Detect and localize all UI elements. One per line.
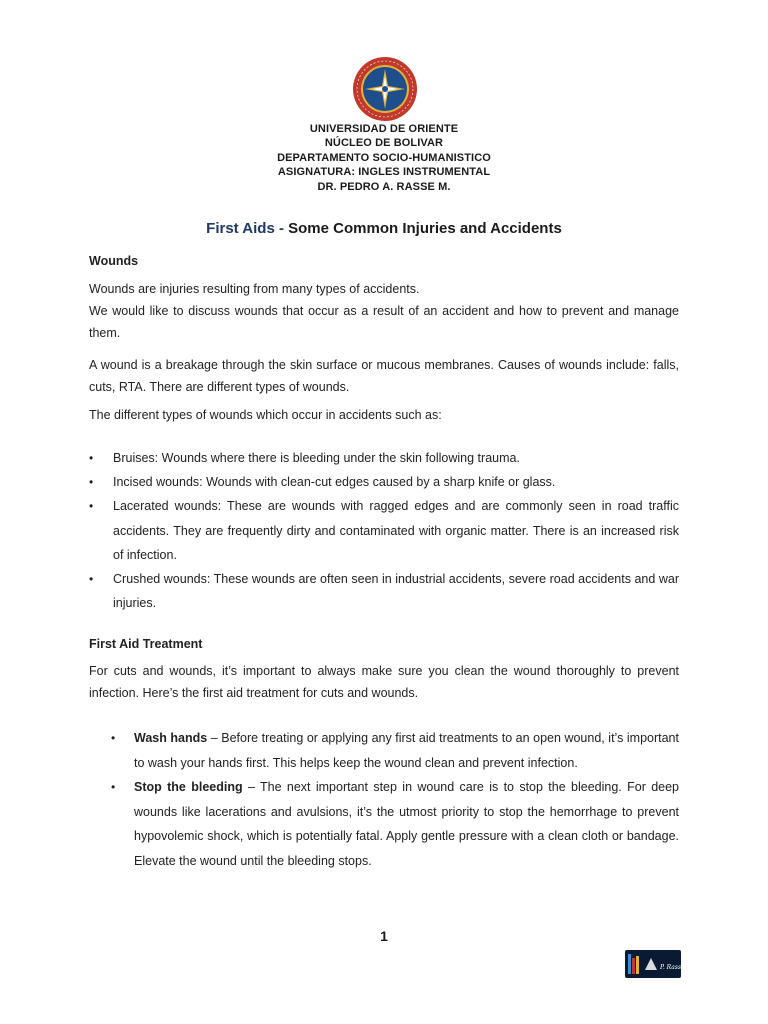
list-item <box>89 470 679 494</box>
author-logo-icon <box>625 950 685 978</box>
treatment-steps-list <box>111 726 679 874</box>
list-item <box>111 726 679 775</box>
wound-type-text: Lacerated wounds: These are wounds with ragged edges and are commonly seen in road traffic accidents. They are frequently dirty and contaminated with organic matter. There is an increased risk of infection. <box>113 499 679 562</box>
header-line: DEPARTAMENTO SOCIO-HUMANISTICO <box>277 151 491 164</box>
wound-type-text: Incised wounds: Wounds with clean-cut edges caused by a sharp knife or glass. <box>113 475 556 490</box>
step-label: Wash hands <box>134 731 208 745</box>
list-item <box>89 446 679 470</box>
wound-types-list <box>89 446 679 615</box>
step-text: – The next important step in wound care is to stop the bleeding. For deep wounds like lacerations and avulsions, it’s the utmost priority to stop the hemorrhage to prevent hypovolemic shock, which is potentially fatal. Apply gentle pressure with a clean cloth or bandage. Elevate the wound until the bleeding stops. <box>134 780 680 868</box>
wounds-paragraph-4: The different types of wounds which occur in accidents such as: <box>89 408 442 422</box>
step-text: – Before treating or applying any first aid treatments to an open wound, it’s important to wash your hands first. This helps keep the wound clean and prevent infection. <box>134 731 679 770</box>
document-title <box>0 220 768 237</box>
header-line: NÚCLEO DE BOLIVAR <box>324 137 444 150</box>
list-item <box>89 567 679 615</box>
bullet-icon: • <box>89 499 94 514</box>
header-line: UNIVERSIDAD DE ORIENTE <box>309 123 459 135</box>
institution-header <box>0 122 768 194</box>
wounds-paragraph-1 <box>89 278 679 344</box>
bullet-icon: • <box>89 451 94 465</box>
title-part-injuries: Some Common Injuries and Accidents <box>288 220 562 237</box>
wound-type-text: Crushed wounds: These wounds are often seen in industrial accidents, severe road accidents and war injuries. <box>113 572 679 611</box>
title-part-first-aids: First Aids <box>206 220 275 237</box>
wounds-paragraph-3: A wound is a breakage through the skin surface or mucous membranes. Causes of wounds include: falls, cuts, RTA. There are different types of wounds. <box>89 358 679 394</box>
bullet-icon: • <box>89 572 94 587</box>
step-label: Stop the bleeding <box>134 780 243 795</box>
bullet-icon: • <box>89 475 94 490</box>
wounds-p2-text: We would like to discuss wounds that occur as a result of an accident and how to prevent and manage them. <box>89 304 679 340</box>
treatment-intro: For cuts and wounds, it’s important to always make sure you clean the wound thoroughly to prevent infection. Here’s the first aid treatment for cuts and wounds. <box>89 664 679 700</box>
wounds-p1-text: Wounds are injuries resulting from many types of accidents. <box>89 282 420 296</box>
wound-type-text: Bruises: Wounds where there is bleeding under the skin following trauma. <box>113 451 520 465</box>
bullet-icon: • <box>111 731 116 745</box>
title-separator: - <box>274 220 289 237</box>
header-line: ASIGNATURA: INGLES INSTRUMENTAL <box>277 166 491 179</box>
first-aid-treatment-heading: First Aid Treatment <box>89 637 203 651</box>
list-item <box>89 494 679 567</box>
bullet-icon: • <box>111 780 116 795</box>
university-seal-icon <box>352 56 418 122</box>
logo-text: P. Rasse <box>660 964 685 971</box>
page-number: 1 <box>380 928 388 944</box>
wounds-heading: Wounds <box>89 254 139 268</box>
list-item <box>111 775 679 873</box>
header-line: DR. PEDRO A. RASSE M. <box>317 180 451 193</box>
